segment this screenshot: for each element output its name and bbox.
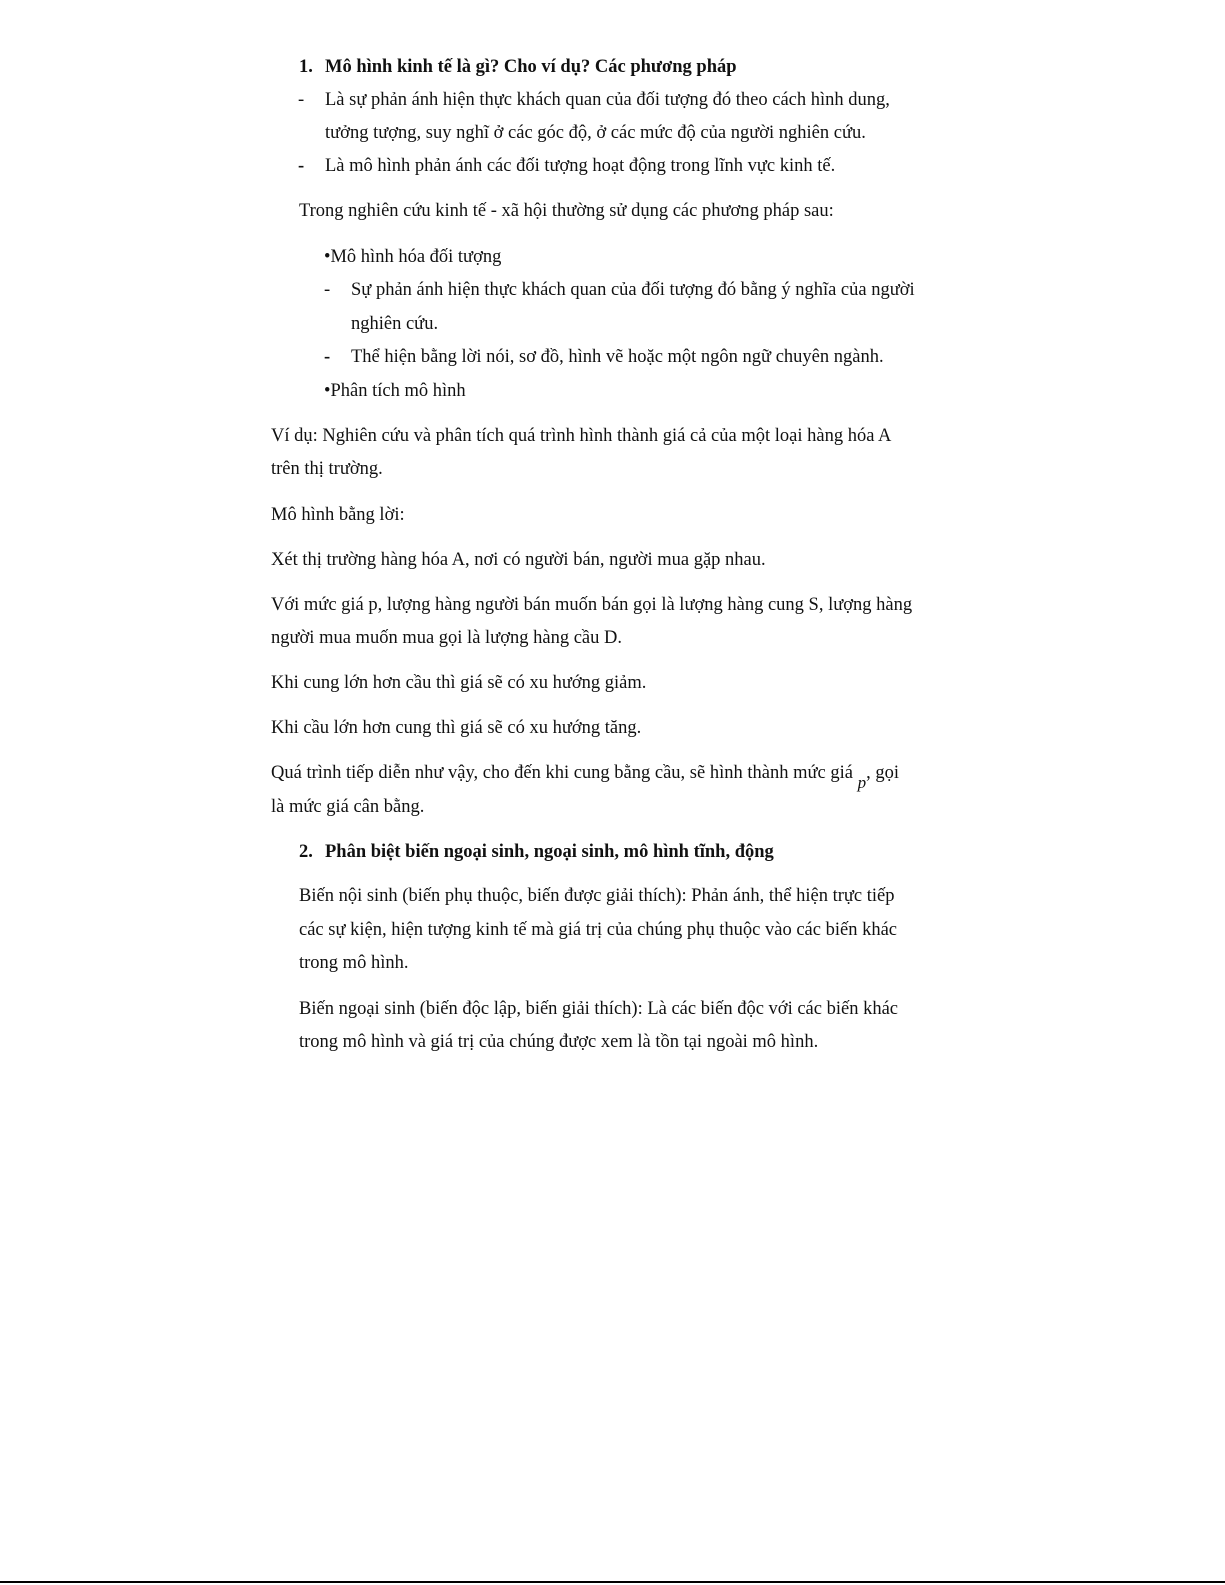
bullet-1-line-1: Là sự phản ánh hiện thực khách quan của đối tượng đó theo cách hình dung, — [325, 90, 890, 110]
exogenous-line-1: Biến ngoại sinh (biến độc lập, biến giải thích): Là các biến độc với các biến khác — [299, 999, 899, 1019]
example-paragraph-2-line-2: người mua muốn mua gọi là lượng hàng cầu D. — [271, 628, 622, 648]
method-1-point-1-line-2: nghiên cứu. — [351, 314, 439, 334]
example-paragraph-3: Khi cung lớn hơn cầu thì giá sẽ có xu hướng giảm. — [271, 673, 647, 693]
bullet-2-line-1: Là mô hình phản ánh các đối tượng hoạt động trong lĩnh vực kinh tế. — [325, 156, 836, 176]
example-paragraph-2-line-1: Với mức giá p, lượng hàng người bán muốn bán gọi là lượng hàng cung S, lượng hàng — [271, 595, 913, 615]
example-paragraph-4: Khi cầu lớn hơn cung thì giá sẽ có xu hướng tăng. — [271, 718, 642, 738]
bullet-1-line-2: tưởng tượng, suy nghĩ ở các góc độ, ở các mức độ của người nghiên cứu. — [325, 123, 866, 143]
section-2-heading — [299, 840, 774, 864]
example-paragraph-5-text-a: Quá trình tiếp diễn như vậy, cho đến khi cung bằng cầu, sẽ hình thành mức giá — [271, 763, 858, 783]
verbal-model-label: Mô hình bằng lời: — [271, 505, 405, 525]
method-1-point-2-marker: - — [324, 347, 331, 367]
price-symbol: p — [857, 773, 867, 792]
endogenous-line-3: trong mô hình. — [299, 953, 409, 973]
bullet-2-marker: - — [298, 156, 305, 176]
endogenous-line-1: Biến nội sinh (biến phụ thuộc, biến được giải thích): Phản ánh, thể hiện trực tiếp — [299, 886, 895, 906]
method-1-point-1-line-1: Sự phản ánh hiện thực khách quan của đối tượng đó bằng ý nghĩa của người — [351, 280, 915, 300]
example-paragraph-5-line-2: là mức giá cân bằng. — [271, 797, 425, 817]
methods-intro: Trong nghiên cứu kinh tế - xã hội thường sử dụng các phương pháp sau: — [299, 201, 834, 221]
section-1-heading — [299, 55, 737, 79]
endogenous-line-2: các sự kiện, hiện tượng kinh tế mà giá trị của chúng phụ thuộc vào các biến khác — [299, 920, 897, 940]
method-1-heading: •Mô hình hóa đối tượng — [324, 247, 502, 267]
example-line-2: trên thị trường. — [271, 459, 383, 479]
exogenous-line-2: trong mô hình và giá trị của chúng được xem là tồn tại ngoài mô hình. — [299, 1032, 819, 1052]
example-paragraph-5-text-b: , gọi — [866, 763, 899, 783]
section-2-title: Phân biệt biến ngoại sinh, ngoại sinh, mô hình tĩnh, động — [325, 842, 774, 862]
page-bottom-border — [0, 1581, 1225, 1583]
method-2-heading: •Phân tích mô hình — [324, 381, 466, 401]
bullet-1-marker: - — [298, 90, 305, 110]
section-1-number: 1. — [299, 57, 313, 77]
method-1-point-1-marker: - — [324, 280, 331, 300]
example-line-1: Ví dụ: Nghiên cứu và phân tích quá trình hình thành giá cả của một loại hàng hóa A — [271, 426, 892, 446]
section-1-title: Mô hình kinh tế là gì? Cho ví dụ? Các phương pháp — [325, 57, 737, 77]
section-2-number: 2. — [299, 842, 313, 862]
example-paragraph-5-line-1 — [271, 761, 899, 792]
example-paragraph-1: Xét thị trường hàng hóa A, nơi có người bán, người mua gặp nhau. — [271, 550, 766, 570]
method-1-point-2-line-1: Thể hiện bằng lời nói, sơ đồ, hình vẽ hoặc một ngôn ngữ chuyên ngành. — [351, 347, 884, 367]
